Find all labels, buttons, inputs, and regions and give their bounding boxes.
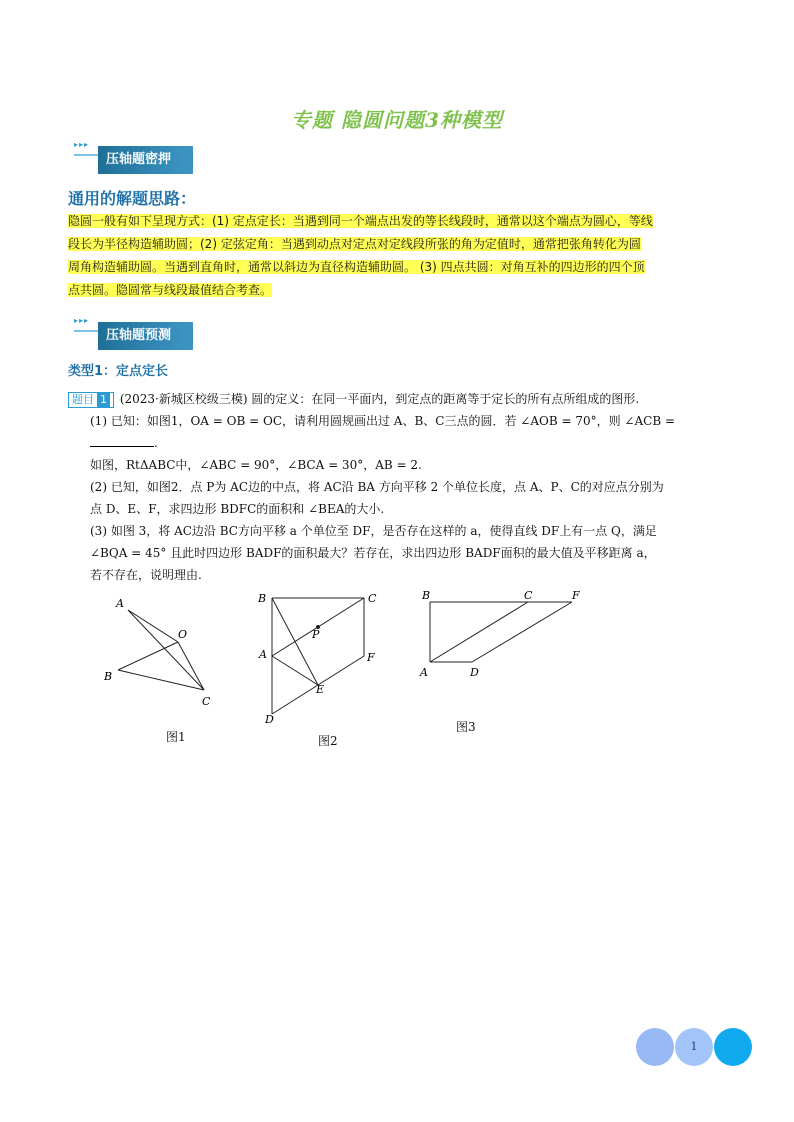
problem-part1: (1) 已知：如图1，OA = OB = OC，请利用圆规画出过 A、B、C三点的圆．若 ∠AOB = 70°，则 ∠ACB = (90, 414, 676, 428)
label-D: D (470, 666, 479, 679)
tag-number: 1 (97, 393, 110, 407)
problem-intro: (2023·新城区校级三模) 圆的定义：在同一平面内，到定点的距离等于定长的所有点所组成的图形. (119, 392, 640, 406)
problem-part3c: 若不存在，说明理由. (90, 568, 202, 582)
figure-2 (254, 586, 384, 726)
label-E: E (316, 683, 325, 696)
label-A: A (259, 648, 267, 661)
label-D: D (265, 713, 274, 726)
problem-part2a: (2) 已知，如图2．点 P为 AC边的中点，将 AC沿 BA 方向平移 2 个单位长度，点 A、P、C的对应点分别为 (90, 480, 664, 494)
problem-tag (68, 392, 114, 408)
type-title: 类型1：定点定长 (68, 364, 169, 379)
label-B: B (422, 589, 431, 602)
page-number-badge (636, 1028, 752, 1066)
label-B: B (258, 592, 267, 605)
label-F: F (367, 651, 375, 664)
answer-blank[interactable] (90, 434, 154, 447)
circle-decoration (636, 1028, 674, 1066)
approach-line: 点共圆。隐圆常与线段最值结合考查。 (68, 283, 273, 297)
approach-line: 周角构造辅助圆。当遇到直角时，通常以斜边为直径构造辅助圆。 (3) 四点共圆：对角互补的四边形的四个顶 (68, 260, 645, 274)
label-O: O (178, 628, 188, 641)
label-C: C (202, 695, 211, 708)
page-title: 专题 隐圆问题3种模型 (291, 108, 503, 132)
label-C: C (368, 592, 377, 605)
page-number: 1 (690, 1040, 698, 1053)
problem-1 (68, 388, 738, 586)
tag-label: 题目 (72, 393, 94, 406)
banner-label: 压轴题密押 (98, 146, 185, 174)
figure-1 (100, 590, 230, 720)
problem-part3a: (3) 如图 3，将 AC边沿 BC方向平移 a 个单位至 DF，是否存在这样的 a，使得直线 DF上有一点 Q，满足 (90, 524, 657, 538)
arrow-dots-icon: ▸▸▸ (74, 316, 90, 325)
figure-1-caption: 图1 (166, 730, 186, 744)
circle-decoration (714, 1028, 752, 1066)
approach-line: 隐圆一般有如下呈现方式：(1) 定点定长：当遇到同一个端点出发的等长线段时，通常以这个端点为圆心，等线 (68, 214, 653, 228)
problem-part3b: ∠BQA = 45° 且此时四边形 BADF的面积最大？若存在，求出四边形 BADF面积的最大值及平移距离 a， (90, 546, 656, 560)
problem-part2b: 点 D、E、F，求四边形 BDFC的面积和 ∠BEA的大小. (90, 502, 385, 516)
label-P: P (312, 628, 320, 641)
label-C: C (524, 589, 533, 602)
approach-heading: 通用的解题思路： (68, 189, 197, 208)
arrow-dots-icon: ▸▸▸ (74, 140, 90, 149)
figure-3-caption: 图3 (456, 720, 476, 734)
label-A: A (420, 666, 428, 679)
label-F: F (572, 589, 580, 602)
approach-text (68, 210, 732, 302)
problem-given: 如图，RtΔABC中，∠ABC = 90°，∠BCA = 30°，AB = 2. (90, 458, 422, 472)
banner-label: 压轴题预测 (98, 322, 185, 350)
label-B: B (104, 670, 113, 683)
answer-line (90, 432, 738, 454)
figure-3 (412, 584, 592, 684)
label-A: A (116, 597, 124, 610)
period: . (154, 436, 158, 450)
approach-line: 段长为半径构造辅助圆；(2) 定弦定角：当遇到动点对定点对定线段所张的角为定值时，通常把张角转化为圆 (68, 237, 641, 251)
figure-2-caption: 图2 (318, 734, 338, 748)
